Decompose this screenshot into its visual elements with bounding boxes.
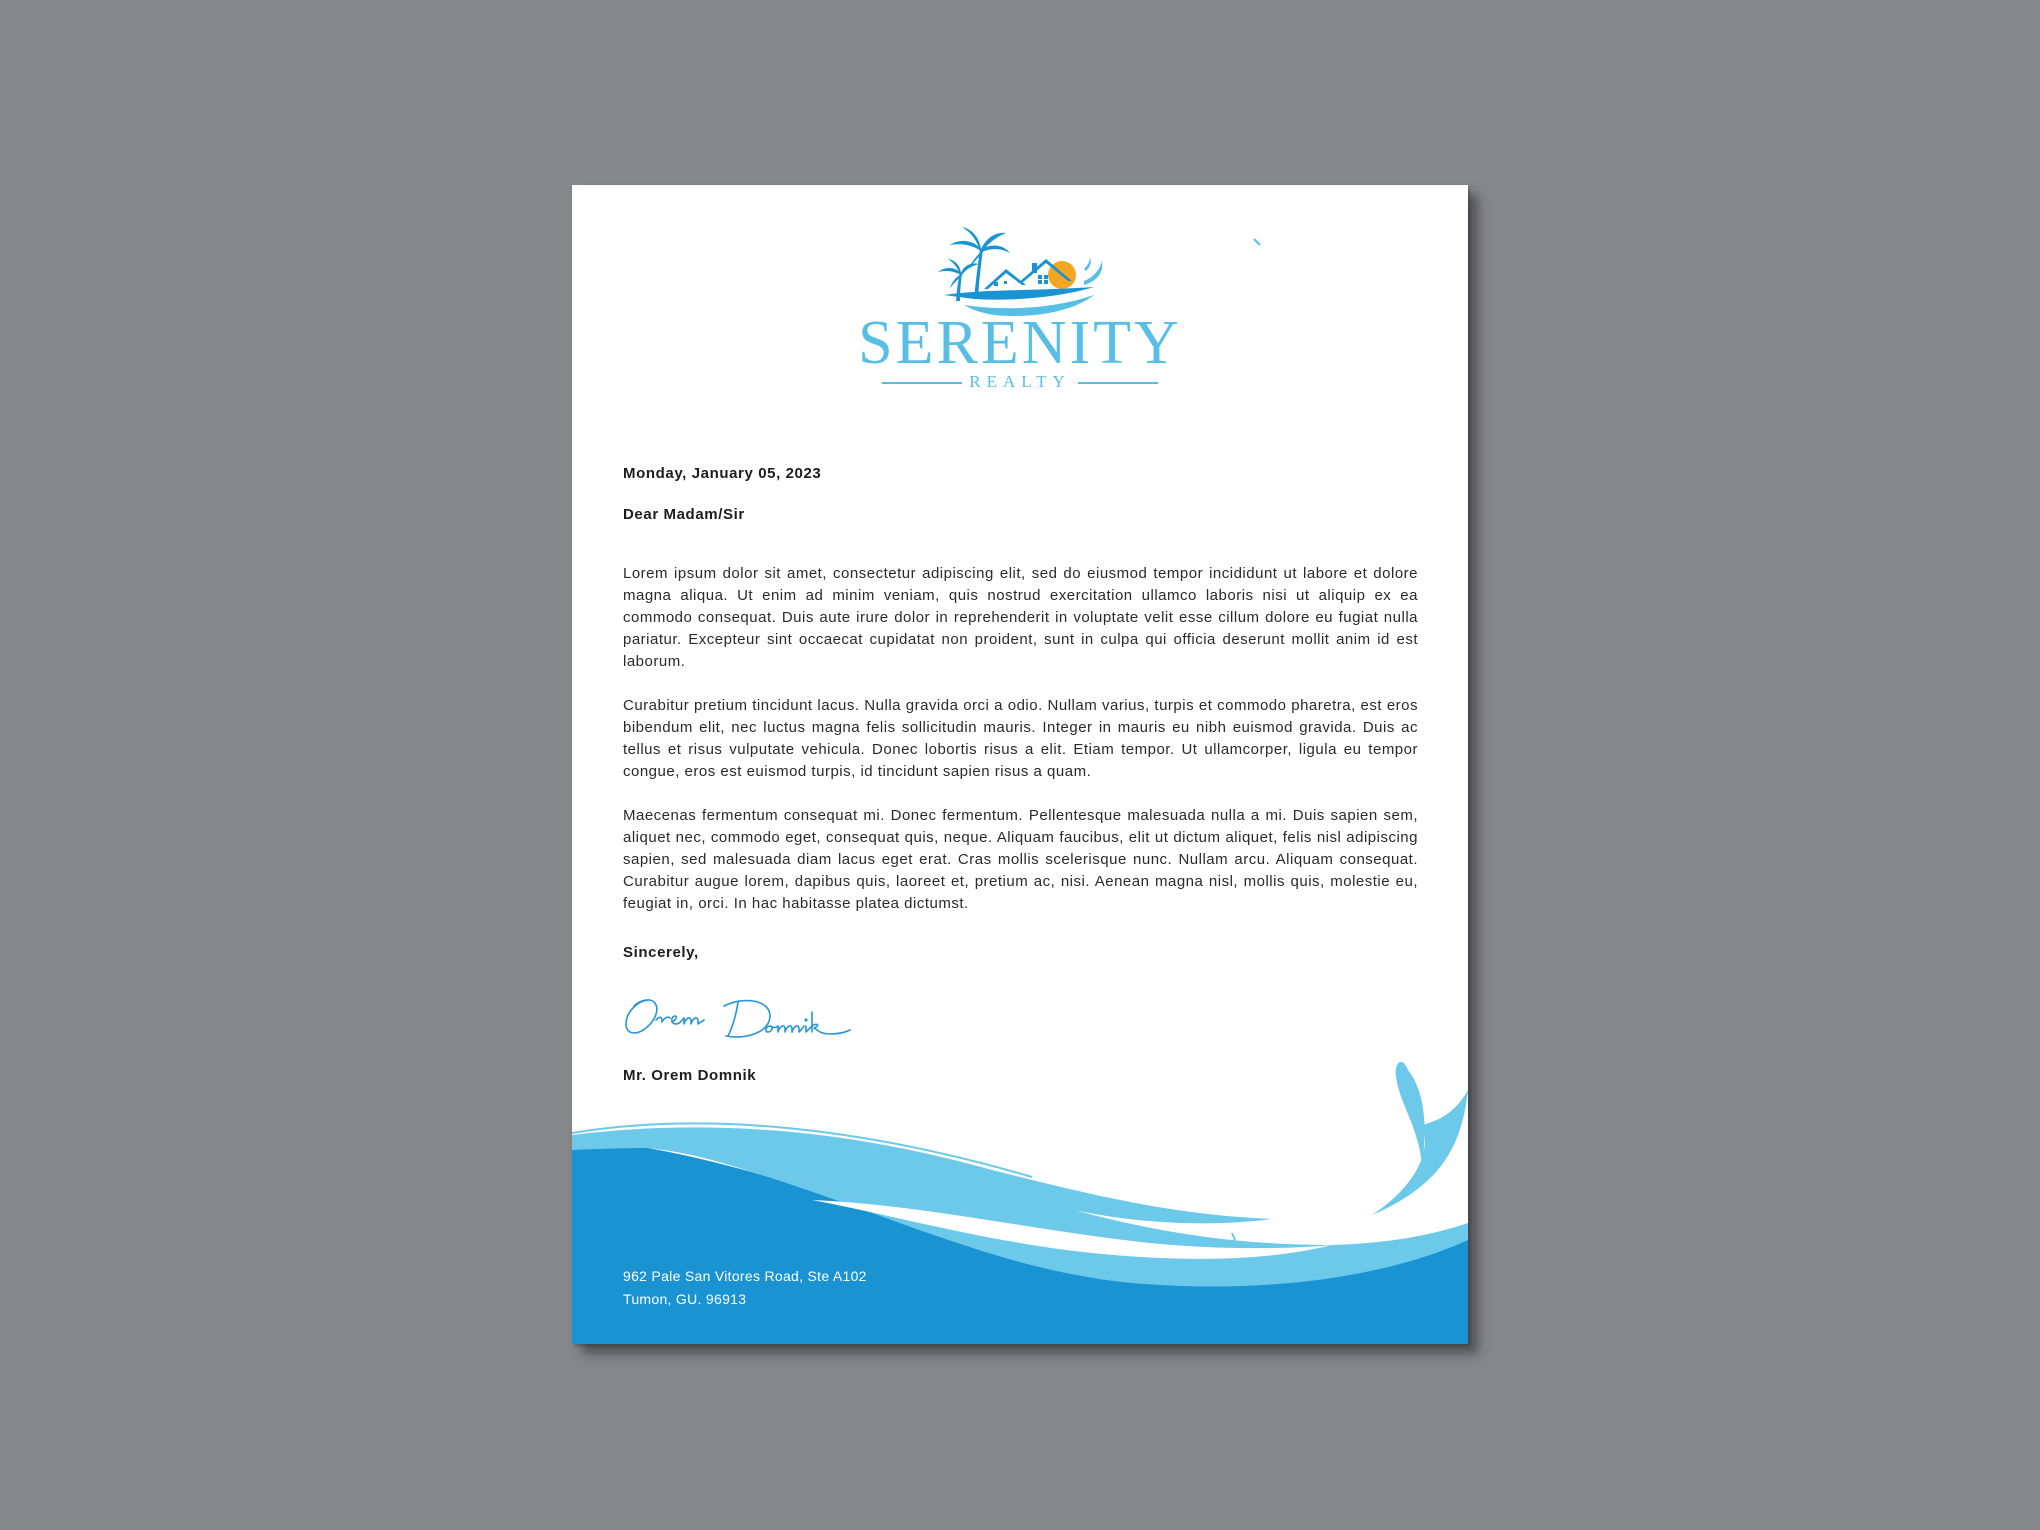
brand-tagline: REALTY bbox=[969, 372, 1071, 391]
letter-paragraph: Curabitur pretium tincidunt lacus. Nulla gravida orci a odio. Nullam varius, turpis et commodo pharetra, est eros bibendum elit, nec luctus magna felis sollicitudin mauris. Integer in mauris eu nibh euismod gravida. Duis ac tellus et risus vulputate vehicula. Donec lobortis risus a elit. Etiam tempor. Ut ullamcorper, ligula eu tempor congue, eros est euismod turpis, id tincidunt sapien risus a quam. bbox=[623, 697, 1418, 780]
letter-paragraph: Lorem ipsum dolor sit amet, consectetur adipiscing elit, sed do eiusmod tempor incididunt ut labore et dolore magna aliqua. Ut enim ad minim veniam, quis nostrud exercitation ullamco laboris nisi ut aliquip ex ea commodo consequat. Duis aute irure dolor in reprehenderit in voluptate velit esse cillum dolore eu fugiat nulla pariatur. Excepteur sint occaecat cupidatat non proident, sunt in culpa qui officia deserunt mollit anim id est laborum. bbox=[623, 565, 1418, 670]
letter-salutation: Dear Madam/Sir bbox=[623, 506, 745, 523]
letter-paragraph: Maecenas fermentum consequat mi. Donec fermentum. Pellentesque malesuada nulla a mi. Duis sapien sem, aliquet nec, commodo eget, consequat quis, neque. Aliquam faucibus, elit ut dictum aliquet, felis nisl adipiscing sapien, sed malesuada diam lacus eget erat. Cras mollis scelerisque nunc. Nullam arcu. Aliquam consequat. Curabitur augue lorem, dapibus quis, laoreet et, pretium ac, nisi. Aenean magna nisl, mollis quis, molestie eu, feugiat in, orci. In hac habitasse platea dictumst. bbox=[623, 807, 1418, 912]
letter-signer: Mr. Orem Domnik bbox=[623, 1067, 757, 1084]
address-line-2: Tumon, GU. 96913 bbox=[623, 1291, 747, 1307]
letterhead-page bbox=[572, 185, 1468, 1344]
letter-date: Monday, January 05, 2023 bbox=[623, 465, 822, 482]
brand-name: SERENITY bbox=[858, 309, 1182, 377]
address-line-1: 962 Pale San Vitores Road, Ste A102 bbox=[623, 1268, 867, 1284]
letter-closing: Sincerely, bbox=[623, 944, 699, 961]
footer-wave-graphic bbox=[572, 185, 1468, 1344]
